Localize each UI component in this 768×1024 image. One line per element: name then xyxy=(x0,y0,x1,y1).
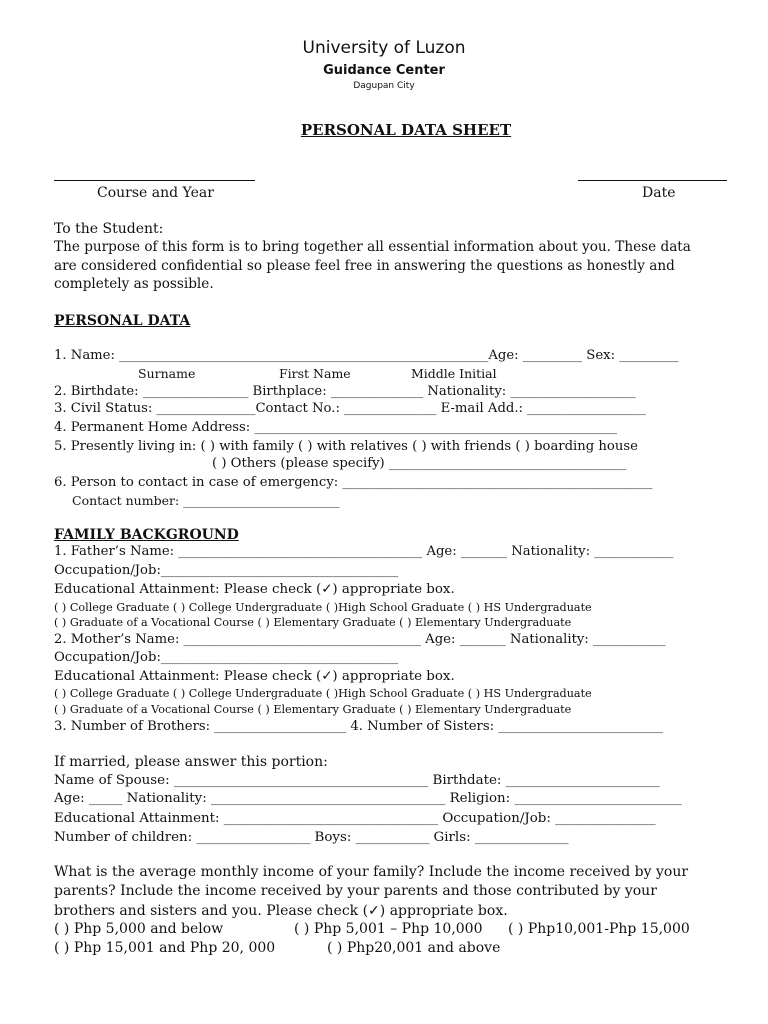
university-name: University of Luzon xyxy=(302,38,466,58)
intro-greeting: To the Student: xyxy=(54,221,164,237)
father-name-field[interactable]: 1. Father’s Name: _____________________________________ Age: _______ Nationality: ____________ xyxy=(54,544,674,559)
name-sub-first: First Name xyxy=(279,366,351,381)
date-label: Date xyxy=(642,185,676,201)
married-prompt: If married, please answer this portion: xyxy=(54,754,328,770)
income-option-5[interactable]: ( ) Php20,001 and above xyxy=(327,940,501,956)
date-line[interactable] xyxy=(578,180,727,181)
siblings-field[interactable]: 3. Number of Brothers: ____________________ 4. Number of Sisters: _________________________ xyxy=(54,719,664,734)
father-edu-prompt: Educational Attainment: Please check (✓) appropriate box. xyxy=(54,582,455,597)
intro-line-1: The purpose of this form is to bring together all essential information about you. These data xyxy=(54,239,691,255)
spouse-age-nationality-field[interactable]: Age: _____ Nationality: ___________________________________ Religion: _________________________ xyxy=(54,791,682,806)
personal-data-heading: PERSONAL DATA xyxy=(54,313,191,329)
name-sub-middle: Middle Initial xyxy=(411,366,497,381)
spouse-field[interactable]: Name of Spouse: ______________________________________ Birthdate: _______________________ xyxy=(54,773,660,788)
emergency-contact-field[interactable]: 6. Person to contact in case of emergency: _______________________________________________ xyxy=(54,475,653,490)
income-option-1[interactable]: ( ) Php 5,000 and below xyxy=(54,921,224,937)
father-occupation-field[interactable]: Occupation/Job:____________________________________ xyxy=(54,563,399,578)
birth-field[interactable]: 2. Birthdate: ________________ Birthplace: ______________ Nationality: ___________________ xyxy=(54,384,636,399)
family-background-heading: FAMILY BACKGROUND xyxy=(54,527,239,543)
income-option-4[interactable]: ( ) Php 15,001 and Php 20, 000 xyxy=(54,940,276,956)
mother-edu-options-1[interactable]: ( ) College Graduate ( ) College Undergraduate ( )High School Graduate ( ) HS Undergraduate xyxy=(54,687,592,700)
income-question-2: parents? Include the income received by your parents and those contributed by your xyxy=(54,883,657,899)
intro-line-3: completely as possible. xyxy=(54,276,214,292)
page-title: PERSONAL DATA SHEET xyxy=(300,121,512,139)
civil-status-field[interactable]: 3. Civil Status: _______________Contact No.: ______________ E-mail Add.: __________________ xyxy=(54,401,646,416)
city-name: Dagupan City xyxy=(353,81,415,91)
contact-number-field[interactable]: Contact number: _________________________ xyxy=(72,493,340,508)
mother-occupation-field[interactable]: Occupation/Job:____________________________________ xyxy=(54,650,399,665)
income-option-3[interactable]: ( ) Php10,001-Php 15,000 xyxy=(508,921,690,937)
intro-line-2: are considered confidential so please feel free in answering the questions as honestly and xyxy=(54,258,675,274)
living-options[interactable]: 5. Presently living in: ( ) with family ( ) with relatives ( ) with friends ( ) boarding house xyxy=(54,439,638,454)
income-question-1: What is the average monthly income of your family? Include the income received by your xyxy=(54,864,689,880)
center-name: Guidance Center xyxy=(323,63,445,78)
spouse-education-field[interactable]: Educational Attainment: ________________________________ Occupation/Job: _______________ xyxy=(54,811,656,826)
children-field[interactable]: Number of children: _________________ Boys: ___________ Girls: ______________ xyxy=(54,830,569,845)
mother-name-field[interactable]: 2. Mother’s Name: ____________________________________ Age: _______ Nationality: ___________ xyxy=(54,632,666,647)
income-question-3: brothers and sisters and you. Please check (✓) appropriate box. xyxy=(54,903,508,919)
mother-edu-prompt: Educational Attainment: Please check (✓) appropriate box. xyxy=(54,669,455,684)
father-edu-options-2[interactable]: ( ) Graduate of a Vocational Course ( ) Elementary Graduate ( ) Elementary Undergraduate xyxy=(54,616,572,629)
living-others[interactable]: ( ) Others (please specify) ____________________________________ xyxy=(212,456,627,471)
course-year-line[interactable] xyxy=(54,180,255,181)
course-year-label: Course and Year xyxy=(97,185,214,201)
mother-edu-options-2[interactable]: ( ) Graduate of a Vocational Course ( ) Elementary Graduate ( ) Elementary Undergraduate xyxy=(54,703,572,716)
name-sub-surname: Surname xyxy=(138,366,196,381)
address-field[interactable]: 4. Permanent Home Address: _______________________________________________________ xyxy=(54,420,618,435)
name-field[interactable]: 1. Name: ________________________________________________________Age: _________ Sex: _________ xyxy=(54,348,679,363)
father-edu-options-1[interactable]: ( ) College Graduate ( ) College Undergraduate ( )High School Graduate ( ) HS Undergraduate xyxy=(54,601,592,614)
income-option-2[interactable]: ( ) Php 5,001 – Php 10,000 xyxy=(294,921,483,937)
